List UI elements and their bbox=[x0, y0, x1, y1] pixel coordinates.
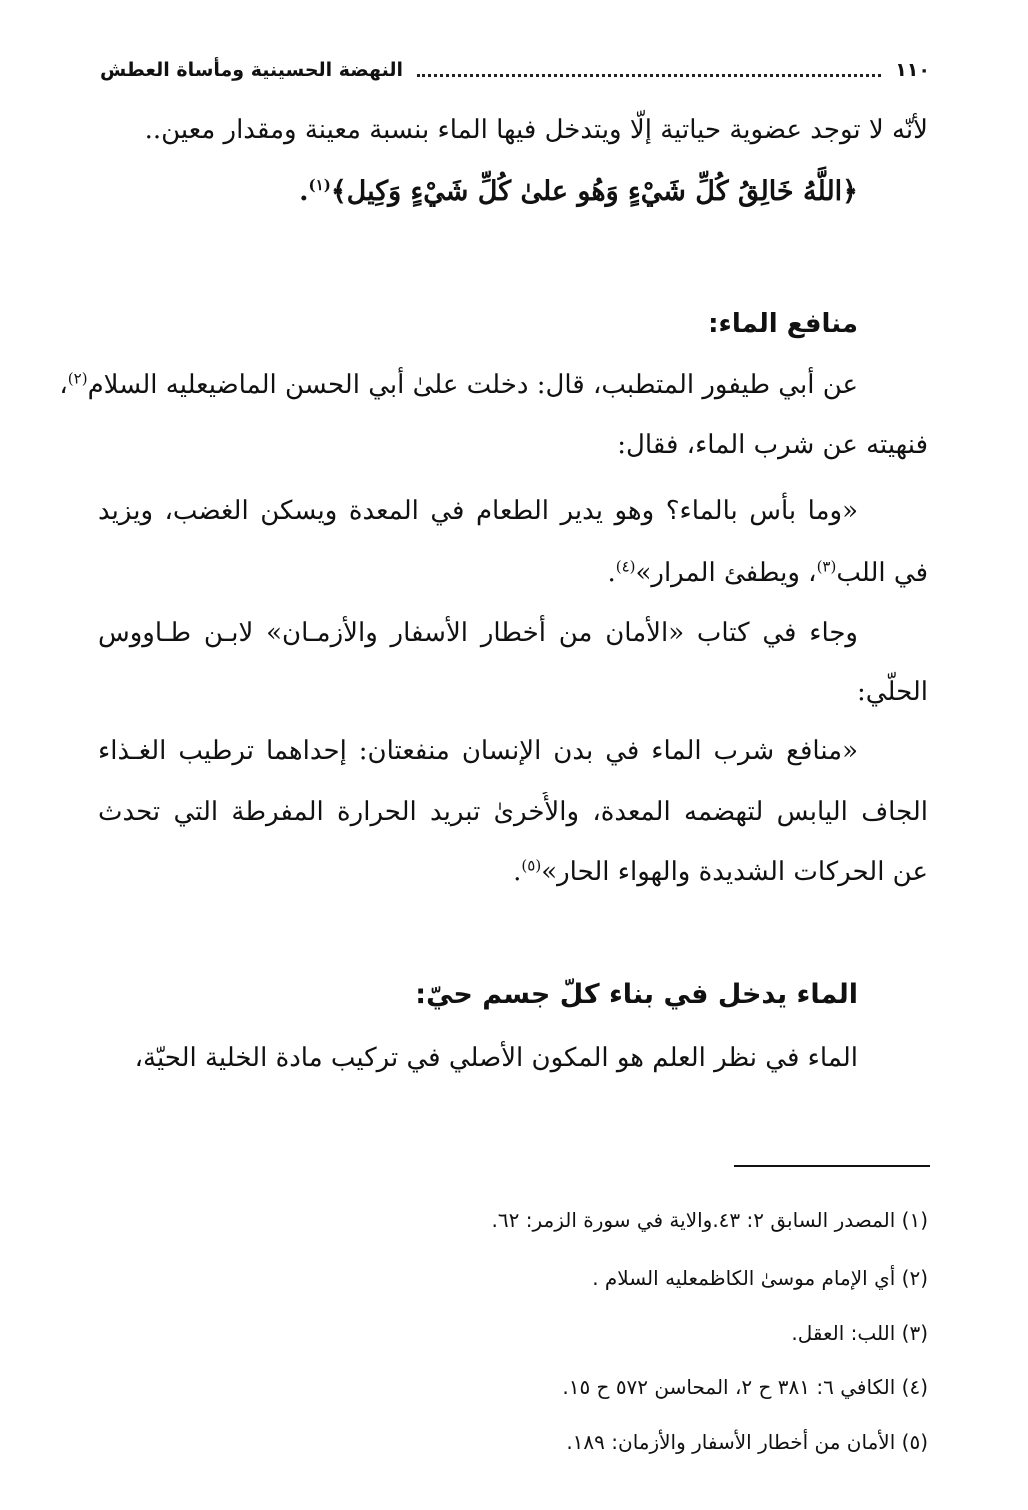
quote-2-line-3-end: . bbox=[513, 857, 522, 887]
paragraph-2-line-1: وجاء في كتاب «الأمان من أخطار الأسفار والأزمـان» لابـن طـاووس bbox=[98, 618, 858, 648]
quran-verse-text: ﴿اللَّهُ خَالِقُ كُلِّ شَيْءٍ وَهُو علىٰ كُلِّ شَيْءٍ وَكِيل﴾ bbox=[330, 176, 858, 207]
footnote-ref-2: (٢) bbox=[67, 369, 88, 388]
footnote-2: (٢) أي الإمام موسىٰ الكاظمعليه السلام . bbox=[592, 1266, 928, 1290]
paragraph-1-line-2: فنهيته عن شرب الماء، فقال: bbox=[617, 430, 928, 460]
body-line-1: لأنّه لا توجد عضوية حياتية إلّا ويتدخل فيها الماء بنسبة معينة ومقدار معين.. bbox=[144, 115, 928, 145]
paragraph-1-line-1 bbox=[59, 365, 858, 405]
paragraph-1-line-1-end: ، bbox=[59, 370, 68, 400]
header-dot-leader bbox=[417, 74, 881, 77]
paragraph-1-line-1-text: عن أبي طيفور المتطبب، قال: دخلت علىٰ أبي الحسن الماضيعليه السلام bbox=[87, 370, 858, 400]
footnote-1: (١) المصدر السابق ٢: ٤٣.والاية في سورة الزمر: ٦٢. bbox=[491, 1208, 928, 1232]
footnote-ref-5: (٥) bbox=[521, 856, 542, 875]
quote-2-line-3-text: عن الحركات الشديدة والهواء الحار» bbox=[541, 857, 928, 887]
paragraph-2-line-2: الحلّي: bbox=[857, 677, 928, 707]
section-heading-living-body: الماء يدخل في بناء كلّ جسم حيّ: bbox=[415, 979, 858, 1010]
quran-verse: ﴿اللَّهُ خَالِقُ كُلِّ شَيْءٍ وَهُو علىٰ كُلِّ شَيْءٍ وَكِيل﴾$^{(١)}$. bbox=[299, 176, 858, 207]
running-title: النهضة الحسينية ومأساة العطش bbox=[100, 59, 403, 81]
quote-1-line-2 bbox=[98, 553, 928, 593]
section-heading-benefits: منافع الماء: bbox=[708, 309, 858, 339]
footnote-ref-3: (٣) bbox=[816, 557, 837, 576]
quote-1-line-2-text-a: في اللب bbox=[836, 558, 928, 588]
footnote-5: (٥) الأمان من أخطار الأسفار والأزمان: ١٨٩. bbox=[566, 1430, 928, 1454]
quote-1-line-2-end: . bbox=[607, 558, 616, 588]
quote-2-line-2: الجاف اليابس لتهضمه المعدة، والأُخرىٰ تبريد الحرارة المفرطة التي تحدث bbox=[98, 797, 928, 827]
footnote-ref-4: (٤) bbox=[615, 557, 636, 576]
footnote-4: (٤) الكافي ٦: ٣٨١ ح ٢، المحاسن ٥٧٢ ح ١٥. bbox=[562, 1375, 928, 1399]
page-number: ١١٠ bbox=[895, 59, 930, 81]
paragraph-3-line-1: الماء في نظر العلم هو المكون الأصلي في تركيب مادة الخلية الحيّة، bbox=[134, 1043, 858, 1073]
running-header bbox=[100, 52, 930, 88]
quote-2-line-1: «منافع شرب الماء في بدن الإنسان منفعتان: إحداهما ترطيب الغـذاء bbox=[98, 736, 858, 766]
quote-1-line-1: «وما بأس بالماء؟ وهو يدير الطعام في المعدة ويسكن الغضب، ويزيد bbox=[98, 496, 858, 526]
quote-1-line-2-text-b: ، ويطفئ المرار» bbox=[635, 558, 817, 588]
footnote-separator bbox=[734, 1165, 930, 1167]
footnote-3: (٣) اللب: العقل. bbox=[791, 1321, 928, 1345]
footnote-ref-1: (١) bbox=[308, 176, 331, 194]
quote-2-line-3 bbox=[98, 852, 928, 892]
